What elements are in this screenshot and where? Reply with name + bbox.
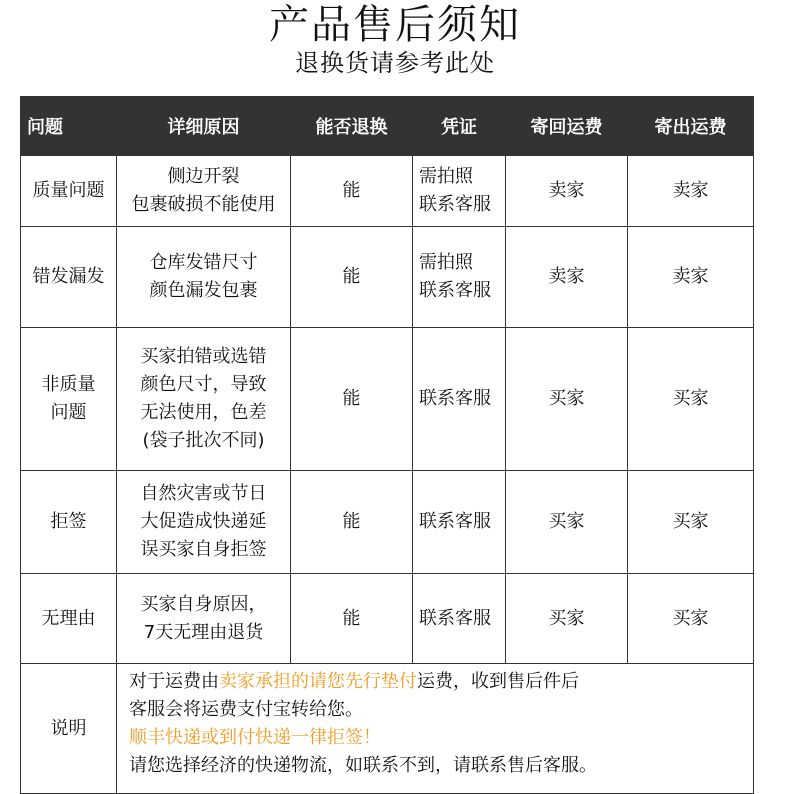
issue-text: 质量问题 bbox=[32, 180, 105, 201]
issue-cell bbox=[21, 156, 117, 227]
table-header-row bbox=[21, 97, 754, 156]
reason-cell bbox=[117, 156, 291, 227]
reason-line: 买家拍错或选错 bbox=[140, 346, 267, 367]
proof-cell bbox=[413, 156, 506, 227]
reason-cell bbox=[117, 471, 291, 574]
reason-line: 大促造成快递延 bbox=[140, 511, 267, 532]
send-shipping-cell: 卖家 bbox=[628, 156, 754, 227]
note-row bbox=[21, 664, 754, 794]
note-line-3-warning: 顺丰快递或到付快递一律拒签！ bbox=[129, 727, 381, 748]
issue-cell bbox=[21, 471, 117, 574]
reason-line: 7天无理由退货 bbox=[143, 621, 264, 643]
return-shipping-cell: 买家 bbox=[506, 328, 628, 471]
proof-line: 联系客服 bbox=[419, 388, 491, 409]
note-label-cell: 说明 bbox=[21, 664, 117, 794]
reason-line: (袋子批次不同) bbox=[142, 430, 265, 451]
table-row bbox=[21, 328, 754, 471]
note-line-1-highlight: 卖家承担的请您先行垫付 bbox=[219, 671, 417, 692]
proof-line: 联系客服 bbox=[419, 607, 491, 629]
column-header-return-shipping: 寄回运费 bbox=[506, 97, 628, 156]
table-row bbox=[21, 471, 754, 574]
issue-cell bbox=[21, 574, 117, 664]
table-row bbox=[21, 156, 754, 227]
proof-line: 联系客服 bbox=[419, 280, 491, 301]
proof-line: 联系客服 bbox=[419, 511, 491, 532]
send-shipping-cell: 买家 bbox=[628, 574, 754, 664]
reason-line: 颜色漏发包裹 bbox=[149, 280, 258, 301]
note-content-cell bbox=[117, 664, 754, 794]
proof-cell bbox=[413, 574, 506, 664]
note-line-2: 客服会将运费支付宝转给您。 bbox=[129, 699, 363, 720]
issue-text: 无理由 bbox=[41, 607, 96, 629]
proof-line: 需拍照 bbox=[419, 252, 473, 273]
after-sales-table bbox=[20, 96, 754, 794]
table-row bbox=[21, 227, 754, 328]
returnable-cell: 能 bbox=[291, 328, 413, 471]
issue-cell bbox=[21, 328, 117, 471]
column-header-proof: 凭证 bbox=[413, 97, 506, 156]
issue-text: 问题 bbox=[50, 402, 87, 423]
reason-line: 无法使用，色差 bbox=[140, 402, 267, 423]
column-header-issue: 问题 bbox=[21, 97, 117, 156]
proof-cell bbox=[413, 328, 506, 471]
note-line-4: 请您选择经济的快递物流，如联系不到，请联系售后客服。 bbox=[129, 755, 597, 776]
issue-cell bbox=[21, 227, 117, 328]
note-line-1-end: 运费，收到售后件后 bbox=[417, 671, 579, 692]
column-header-reason: 详细原因 bbox=[117, 97, 291, 156]
reason-line: 颜色尺寸，导致 bbox=[140, 374, 267, 395]
issue-text: 错发漏发 bbox=[32, 266, 105, 287]
reason-line: 误买家自身拒签 bbox=[140, 539, 267, 560]
note-line-1 bbox=[129, 668, 753, 696]
page-title: 产品售后须知 bbox=[269, 2, 521, 48]
note-line-1-start: 对于运费由 bbox=[129, 671, 219, 692]
return-shipping-cell: 卖家 bbox=[506, 156, 628, 227]
proof-line: 联系客服 bbox=[419, 194, 491, 215]
reason-line: 侧边开裂 bbox=[167, 166, 240, 187]
return-shipping-cell: 买家 bbox=[506, 471, 628, 574]
returnable-cell: 能 bbox=[291, 471, 413, 574]
page-subtitle: 退换货请参考此处 bbox=[295, 49, 495, 77]
column-header-send-shipping: 寄出运费 bbox=[628, 97, 754, 156]
issue-text: 拒签 bbox=[50, 511, 87, 532]
issue-text: 非质量 bbox=[41, 374, 96, 395]
table-row bbox=[21, 574, 754, 664]
proof-cell bbox=[413, 227, 506, 328]
reason-cell bbox=[117, 328, 291, 471]
reason-cell bbox=[117, 574, 291, 664]
proof-cell bbox=[413, 471, 506, 574]
send-shipping-cell: 买家 bbox=[628, 471, 754, 574]
returnable-cell: 能 bbox=[291, 156, 413, 227]
reason-line: 仓库发错尺寸 bbox=[149, 252, 258, 273]
reason-cell bbox=[117, 227, 291, 328]
send-shipping-cell: 买家 bbox=[628, 328, 754, 471]
return-shipping-cell: 卖家 bbox=[506, 227, 628, 328]
reason-line: 自然灾害或节日 bbox=[140, 483, 267, 504]
returnable-cell: 能 bbox=[291, 574, 413, 664]
reason-line: 包裹破损不能使用 bbox=[131, 194, 276, 215]
column-header-returnable: 能否退换 bbox=[291, 97, 413, 156]
reason-line: 买家自身原因， bbox=[140, 593, 267, 615]
returnable-cell: 能 bbox=[291, 227, 413, 328]
return-shipping-cell: 买家 bbox=[506, 574, 628, 664]
send-shipping-cell: 卖家 bbox=[628, 227, 754, 328]
proof-line: 需拍照 bbox=[419, 166, 473, 187]
